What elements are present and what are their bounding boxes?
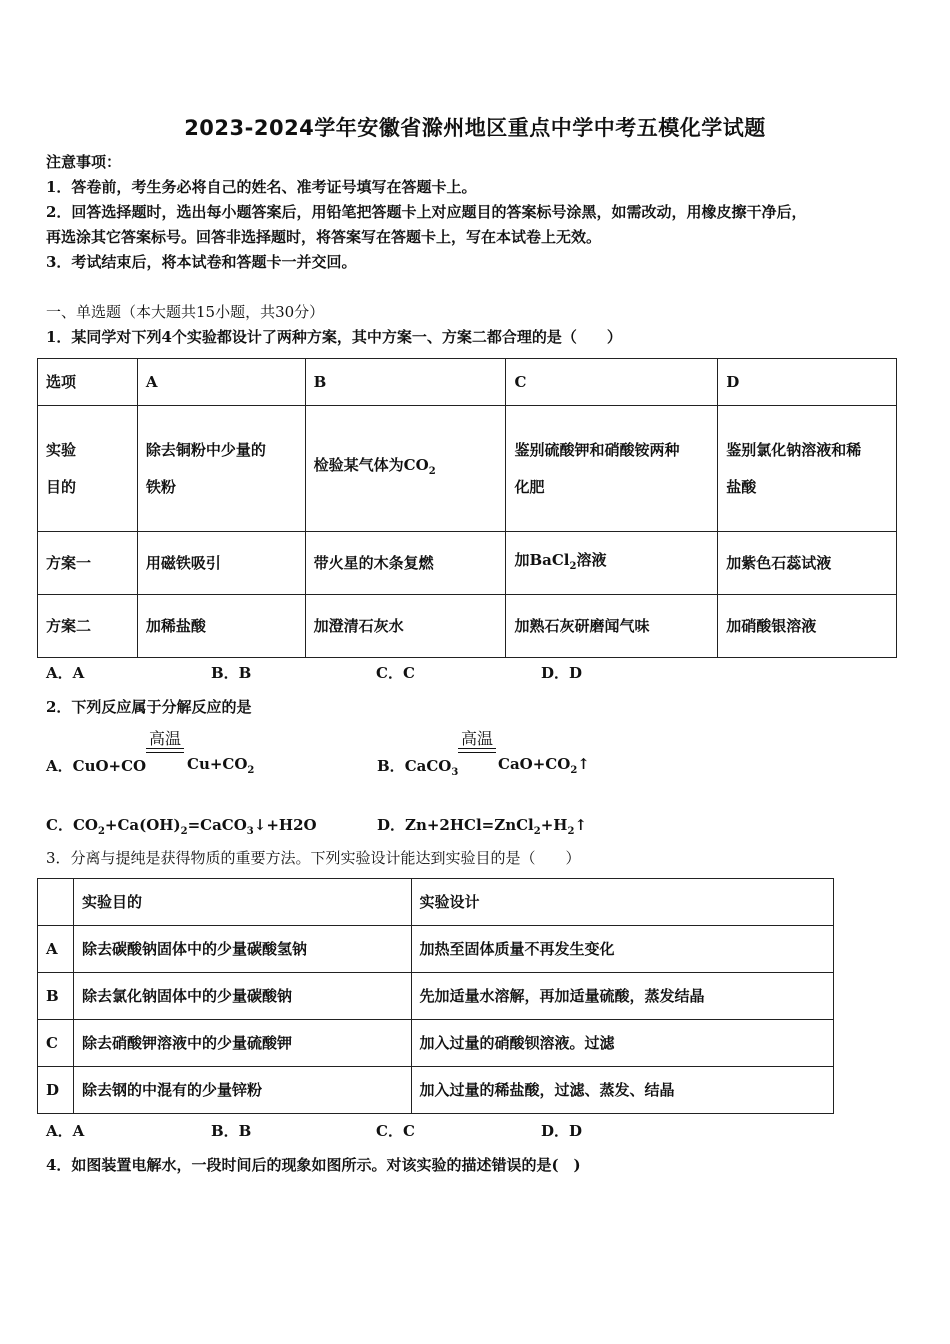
row-label: 方案二	[38, 595, 138, 658]
table-header-cell: B	[305, 359, 506, 406]
option-b[interactable]: B．CaCO$_3$	[377, 757, 459, 778]
row-label: 实验 目的	[38, 406, 138, 532]
question-3-table	[37, 878, 834, 1114]
row-key: B	[38, 973, 74, 1020]
table-header-cell	[38, 879, 74, 926]
table-cell: 加热至固体质量不再发生变化	[411, 926, 833, 973]
notice-item: 2．回答选择题时，选出每小题答案后，用铅笔把答题卡上对应题目的答案标号涂黑，如需改动，用橡皮擦干净后，	[46, 203, 807, 221]
notice-item: 1．答卷前，考生务必将自己的姓名、准考证号填写在答题卡上。	[46, 178, 477, 196]
option-a[interactable]: A．CuO+CO	[46, 757, 147, 775]
table-row	[38, 1020, 834, 1067]
option-d[interactable]: D．$Zn+2HCl=ZnCl_2+H_2↑$	[377, 816, 588, 837]
page-title: 2023-2024学年安徽省滁州地区重点中学中考五模化学试题	[184, 116, 766, 140]
table-row	[38, 1067, 834, 1114]
notice-item: 再选涂其它答案标号。回答非选择题时，将答案写在答题卡上，写在本试卷上无效。	[46, 228, 602, 246]
notice-heading: 注意事项：	[46, 153, 122, 171]
option-d[interactable]: D．D	[541, 1122, 583, 1140]
table-header-cell: 实验目的	[73, 879, 411, 926]
option-d[interactable]: D．D	[541, 664, 583, 682]
option-b[interactable]: B．B	[211, 1122, 252, 1140]
table-cell: 检验某气体为$CO_2$	[305, 406, 506, 532]
table-cell: 除去氯化钠固体中的少量碳酸钠	[73, 973, 411, 1020]
table-cell: 加BaCl$_2$溶液	[506, 532, 718, 595]
option-a-product: $Cu+CO_2$	[187, 755, 255, 776]
option-a[interactable]: A．A	[46, 664, 85, 682]
table-cell: 加入过量的稀盐酸，过滤、蒸发、结晶	[411, 1067, 833, 1114]
notice-item: 3．考试结束后，将本试卷和答题卡一并交回。	[46, 253, 357, 271]
table-cell: 带火星的木条复燃	[305, 532, 506, 595]
table-header-cell: 选项	[38, 359, 138, 406]
table-cell: 鉴别氯化钠溶液和稀 盐酸	[718, 406, 897, 532]
table-cell: 除去硝酸钾溶液中的少量硫酸钾	[73, 1020, 411, 1067]
section-heading: 一、单选题（本大题共15小题，共30分）	[46, 303, 325, 321]
table-cell: 加硝酸银溶液	[718, 595, 897, 658]
table-cell: 鉴别硫酸钾和硝酸铵两种 化肥	[506, 406, 718, 532]
table-header-cell: C	[506, 359, 718, 406]
row-key: A	[38, 926, 74, 973]
option-a[interactable]: A．A	[46, 1122, 85, 1140]
reaction-condition: 高温	[146, 730, 184, 753]
table-cell: 除去碳酸钠固体中的少量碳酸氢钠	[73, 926, 411, 973]
row-key: D	[38, 1067, 74, 1114]
table-cell: 加澄清石灰水	[305, 595, 506, 658]
option-c[interactable]: C．C	[376, 1122, 415, 1140]
row-key: C	[38, 1020, 74, 1067]
table-cell: 加稀盐酸	[137, 595, 305, 658]
table-cell: 加紫色石蕊试液	[718, 532, 897, 595]
table-cell: 加入过量的硝酸钡溶液。过滤	[411, 1020, 833, 1067]
table-cell: 除去钢的中混有的少量锌粉	[73, 1067, 411, 1114]
question-2-stem: 2．下列反应属于分解反应的是	[46, 698, 252, 716]
table-cell: 先加适量水溶解，再加适量硫酸，蒸发结晶	[411, 973, 833, 1020]
question-3-options	[46, 1120, 706, 1141]
table-header-cell: D	[718, 359, 897, 406]
table-row	[38, 973, 834, 1020]
reaction-condition: 高温	[458, 730, 496, 753]
option-c[interactable]: C．C	[376, 664, 415, 682]
question-1-options	[46, 662, 706, 683]
option-b[interactable]: B．B	[211, 664, 252, 682]
table-row	[38, 926, 834, 973]
table-cell: 用磁铁吸引	[137, 532, 305, 595]
table-cell: 除去铜粉中少量的 铁粉	[137, 406, 305, 532]
question-3-stem: 3．分离与提纯是获得物质的重要方法。下列实验设计能达到实验目的是（ ）	[46, 849, 581, 867]
table-header-cell: 实验设计	[411, 879, 833, 926]
option-b-product: $CaO+CO_2↑$	[498, 755, 590, 776]
question-4-stem: 4．如图装置电解水，一段时间后的现象如图所示。对该实验的描述错误的是( )	[46, 1156, 581, 1174]
question-1-table	[37, 358, 897, 658]
question-1-stem: 1．某同学对下列4个实验都设计了两种方案，其中方案一、方案二都合理的是（ ）	[46, 328, 622, 346]
row-label: 方案一	[38, 532, 138, 595]
table-header-cell: A	[137, 359, 305, 406]
table-cell: 加熟石灰研磨闻气味	[506, 595, 718, 658]
option-c[interactable]: C．$CO_2+Ca(OH)_2=CaCO_3↓+H2O$	[46, 816, 317, 837]
